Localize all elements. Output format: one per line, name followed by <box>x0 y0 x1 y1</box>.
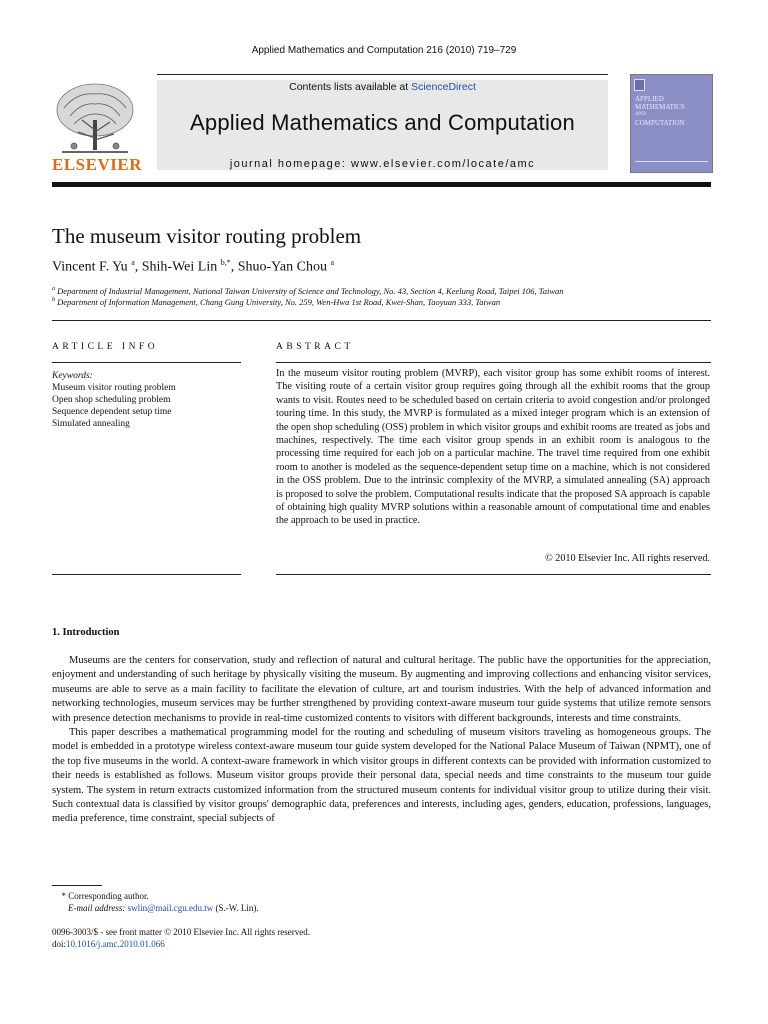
affiliation-b <box>52 297 500 307</box>
journal-homepage[interactable]: journal homepage: www.elsevier.com/locate/amc <box>229 158 536 170</box>
author-name[interactable]: Shuo-Yan Chou <box>237 259 327 275</box>
footnote-email <box>68 903 259 913</box>
cover-title-line-3: AND <box>635 112 646 117</box>
article-title: The museum visitor routing problem <box>52 224 362 248</box>
abstract-rule <box>276 362 711 363</box>
introduction-body <box>52 654 711 827</box>
body-paragraph: This paper describes a mathematical programming model for the routing and scheduling of museum visitors traveling as homogeneous groups. The model is embedded in a prototype wireless context-aware museum tour guide system developed for the National Palace Museum of Taiwan (NPMT), one of the top five museums in the world. A context-aware framework in which visitor groups in different contexts can be provided with information customized to their needs is established as follows. Museum visitor groups provide their personal data, special needs and time constraints to the museum tour guide system. The system in return extracts customized information from the structured museum contents for individual visitor group to utilize during their visit. Such contextual data is classified by visitor groups' demographic data, preferences and interests, including ages, genders, education, professions, languages, media preference, time constraint, special subjects of <box>52 727 711 825</box>
cover-title-line-4: COMPUTATION <box>635 119 685 127</box>
author-list: Vincent F. Yu $^a$, Shih-Wei Lin $^{b,*}$, Shuo-Yan Chou $^a$ <box>52 258 335 275</box>
keyword-item: Simulated annealing <box>52 419 130 429</box>
contents-prefix: Contents lists available at <box>289 81 412 93</box>
abstract-bottom-rule <box>276 574 711 575</box>
article-info-bottom-rule <box>52 574 241 575</box>
footnote-text: Corresponding author. <box>68 891 149 901</box>
abstract-heading: ABSTRACT <box>276 342 354 352</box>
doi-line <box>52 939 165 949</box>
sciencedirect-link[interactable]: ScienceDirect <box>411 81 476 93</box>
doi-link[interactable]: 10.1016/j.amc.2010.01.066 <box>66 939 165 949</box>
keyword-item: Museum visitor routing problem <box>52 383 176 393</box>
keywords-block <box>52 370 176 430</box>
footnote-corresponding <box>52 891 149 901</box>
journal-cover-thumbnail[interactable] <box>630 74 713 173</box>
cover-title-line-1: APPLIED <box>635 95 664 103</box>
cover-rule <box>635 161 708 162</box>
footnote-rule <box>52 885 102 886</box>
header-top-rule <box>157 74 608 75</box>
divider-rule <box>52 320 711 321</box>
cover-mini-logo <box>634 79 645 91</box>
doi-label: doi: <box>52 939 67 949</box>
abstract-text: In the museum visitor routing problem (MVRP), each visitor group has some exhibit rooms of interest. The visiting route of a certain visitor group requires going through all the exhibit rooms that the group wants to visit. Routes need to be scheduled based on certain criteria to avoid congestion and/or prolonged touring time. In this study, the MVRP is formulated as a mixed integer program which is an extension of the open shop scheduling (OSS) problem in which visitor groups and exhibit rooms are treated as jobs and machines, respectively. The time each visitor group spends in an exhibit room is analogous to the processing time required for each job on a particular machine. The travel time required from one exhibit room to another is modeled as the sequence-dependent setup time on a machine, which is not considered in the OSS problem. Due to the intrinsic complexity of the MVRP, a simulated annealing (SA) approach is proposed to solve the problem. Computational results indicate that the proposed SA approach is capable of obtaining high quality MVRP solutions within a reasonable amount of computational time and enables the approach to be used in practice. <box>276 368 710 527</box>
author-affil-mark: a <box>330 258 335 267</box>
header-thick-rule <box>52 182 711 187</box>
author-name[interactable]: Shih-Wei Lin <box>141 259 218 275</box>
article-info-heading: ARTICLE INFO <box>52 342 159 352</box>
author-email-link[interactable]: swlin@mail.cgu.edu.tw <box>127 903 214 913</box>
cover-title-line-2: MATHEMATICS <box>635 103 685 111</box>
footnote-mark: * <box>61 891 66 901</box>
author-affil-mark: b,* <box>220 258 231 267</box>
running-head: Applied Mathematics and Computation 216 (2010) 719–729 <box>251 45 517 56</box>
keyword-item: Open shop scheduling problem <box>52 395 171 405</box>
section-heading-introduction: 1. Introduction <box>52 627 120 638</box>
front-matter-line: 0096-3003/$ - see front matter © 2010 Elsevier Inc. All rights reserved. <box>52 927 311 937</box>
keyword-item: Sequence dependent setup time <box>52 407 172 417</box>
abstract-copyright: © 2010 Elsevier Inc. All rights reserved. <box>544 553 710 564</box>
author-affil-mark: a <box>131 258 135 267</box>
elsevier-tree-logo <box>52 80 138 160</box>
body-paragraph: Museums are the centers for conservation, study and reflection of natural and cultural heritage. The public have the opportunities for the appreciation, enjoyment and understanding of such heritage by physically visiting the museum. By augmenting and improving collections and enhancing visitor services, museums are able to serve as a main facility to facilitate the elevation of culture, art and tourism industries. With the help of advanced information and networking technologies, museum services may be further strengthened by providing context-aware museum tour guide systems that utilize remote sensors with presence detection mechanisms to provide in real-time customized contents to visitors with different backgrounds, interests and time constraints. <box>52 655 711 724</box>
keywords-label: Keywords: <box>52 371 93 381</box>
affiliation-text: Department of Information Management, Chang Gung University, No. 259, Wen-Hwa 1st Road, Kwei-Shan, Taoyuan 333, Taiwan <box>57 297 501 307</box>
email-label: E-mail address: <box>68 903 126 913</box>
author-name[interactable]: Vincent F. Yu <box>52 259 128 275</box>
affiliation-a <box>52 286 564 296</box>
affiliation-mark: b <box>52 297 55 304</box>
contents-line <box>157 81 608 93</box>
email-suffix: (S.-W. Lin). <box>215 903 259 913</box>
elsevier-wordmark: ELSEVIER <box>52 155 142 174</box>
affiliation-mark: a <box>52 286 55 293</box>
affiliation-text: Department of Industrial Management, National Taiwan University of Science and Technology, No. 43, Section 4, Keelung Road, Taipei 106, Taiwan <box>57 286 564 296</box>
journal-title: Applied Mathematics and Computation <box>190 110 575 135</box>
article-info-rule <box>52 362 241 363</box>
